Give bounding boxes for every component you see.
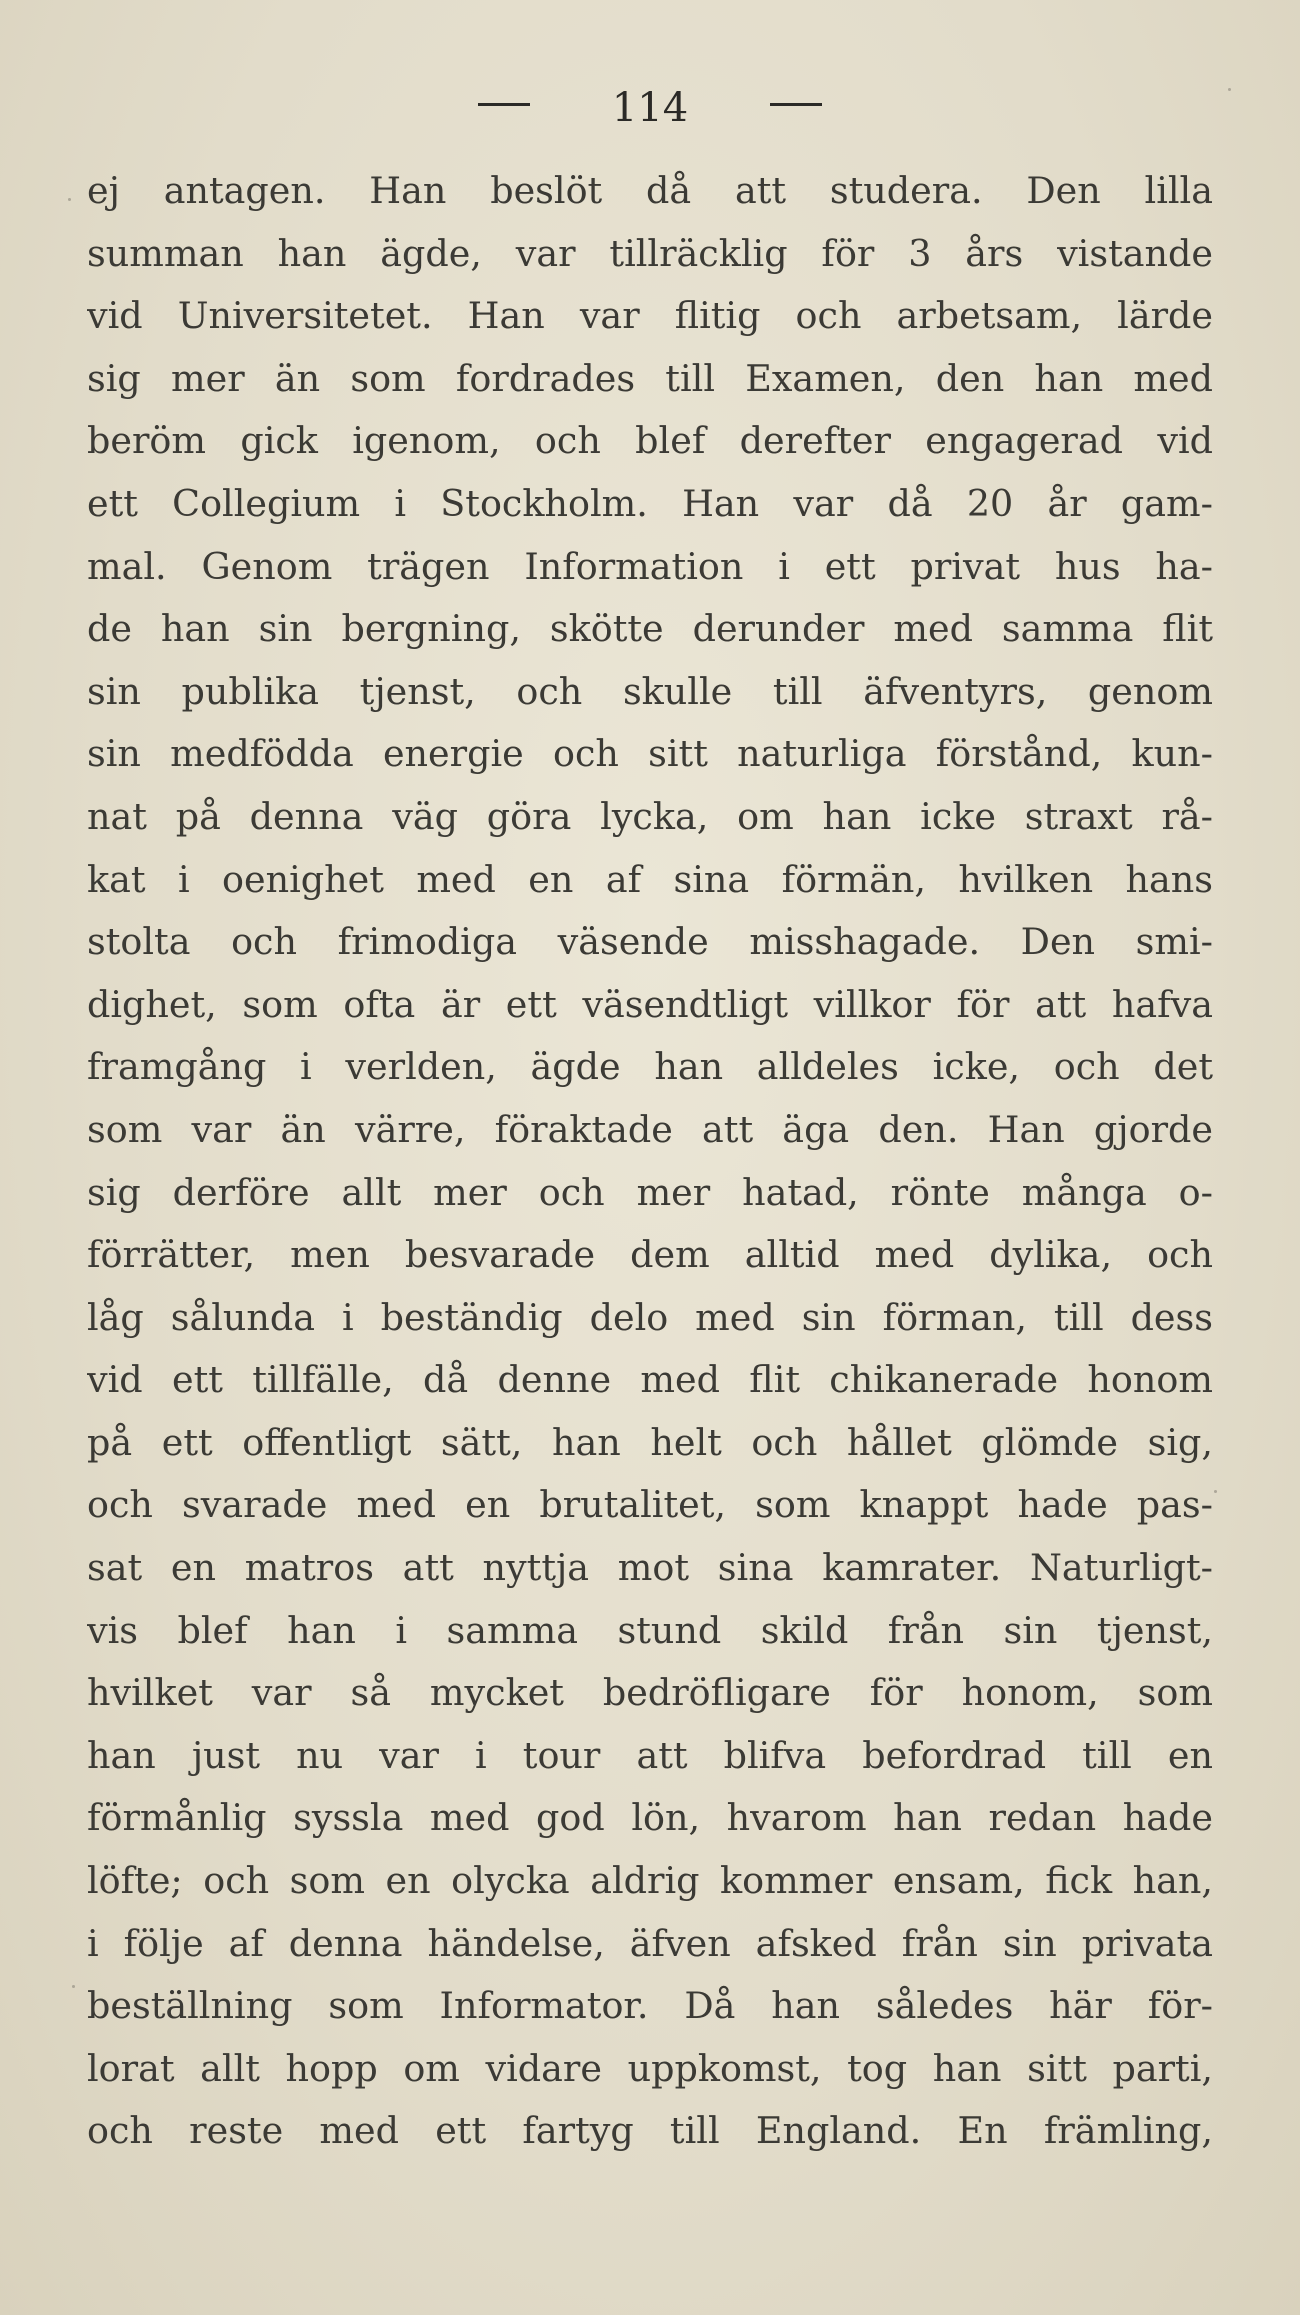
paper-speck	[1214, 1490, 1217, 1493]
text-line: sin medfödda energie och sitt naturliga förstånd, kun-	[87, 732, 1213, 776]
text-line: summan han ägde, var tillräcklig för 3 års vistande	[87, 231, 1213, 275]
text-line: förrätter, men besvarade dem alltid med dylika, och	[87, 1233, 1213, 1277]
paper-speck	[72, 1985, 75, 1988]
paper-speck	[68, 198, 71, 201]
text-line: vid ett tillfälle, då denne med flit chikanerade honom	[87, 1358, 1213, 1402]
text-line: som var än värre, föraktade att äga den. Han gjorde	[87, 1107, 1213, 1151]
text-line: vis blef han i samma stund skild från sin tjenst,	[87, 1608, 1213, 1652]
text-line: sig derföre allt mer och mer hatad, rönte många o-	[87, 1170, 1213, 1214]
text-line: i följe af denna händelse, äfven afsked från sin privata	[87, 1921, 1213, 1965]
text-line: lorat allt hopp om vidare uppkomst, tog han sitt parti,	[87, 2046, 1213, 2090]
text-line: och svarade med en brutalitet, som knappt hade pas-	[87, 1483, 1213, 1527]
text-line: sat en matros att nyttja mot sina kamrater. Naturligt-	[87, 1546, 1213, 1590]
text-line: låg sålunda i beständig delo med sin förman, till dess	[87, 1295, 1213, 1339]
header-dash-right	[770, 103, 822, 106]
header-dash-left	[478, 103, 530, 106]
text-line: och reste med ett fartyg till England. En främling,	[87, 2109, 1213, 2153]
text-line: nat på denna väg göra lycka, om han icke straxt rå-	[87, 794, 1213, 838]
page-number: 114	[611, 85, 689, 131]
text-line: på ett offentligt sätt, han helt och hållet glömde sig,	[87, 1420, 1213, 1464]
text-line: stolta och frimodiga väsende misshagade. Den smi-	[87, 920, 1213, 964]
text-line: mal. Genom trägen Information i ett privat hus ha-	[87, 544, 1213, 588]
text-line: framgång i verlden, ägde han alldeles icke, och det	[87, 1045, 1213, 1089]
text-line: sig mer än som fordrades till Examen, den han med	[87, 356, 1213, 400]
body-text	[87, 160, 1213, 2163]
text-line: ett Collegium i Stockholm. Han var då 20 år gam-	[87, 481, 1213, 525]
text-line: beröm gick igenom, och blef derefter engagerad vid	[87, 419, 1213, 463]
text-line: han just nu var i tour att blifva befordrad till en	[87, 1733, 1213, 1777]
text-line: ej antagen. Han beslöt då att studera. Den lilla	[87, 169, 1213, 212]
text-line: de han sin bergning, skötte derunder med samma flit	[87, 607, 1213, 651]
text-line: hvilket var så mycket bedröfligare för honom, som	[87, 1671, 1213, 1715]
page-header	[0, 82, 1300, 142]
text-line: vid Universitetet. Han var flitig och arbetsam, lärde	[87, 294, 1213, 338]
text-line: kat i oenighet med en af sina förmän, hvilken hans	[87, 857, 1213, 901]
text-line: dighet, som ofta är ett väsendtligt villkor för att hafva	[87, 982, 1213, 1026]
text-line: löfte; och som en olycka aldrig kommer ensam, fick han,	[87, 1859, 1213, 1903]
text-line: beställning som Informator. Då han således här för-	[87, 1984, 1213, 2028]
paper-speck	[1228, 88, 1231, 91]
text-line: förmånlig syssla med god lön, hvarom han redan hade	[87, 1796, 1213, 1840]
text-line: sin publika tjenst, och skulle till äfventyrs, genom	[87, 669, 1213, 713]
